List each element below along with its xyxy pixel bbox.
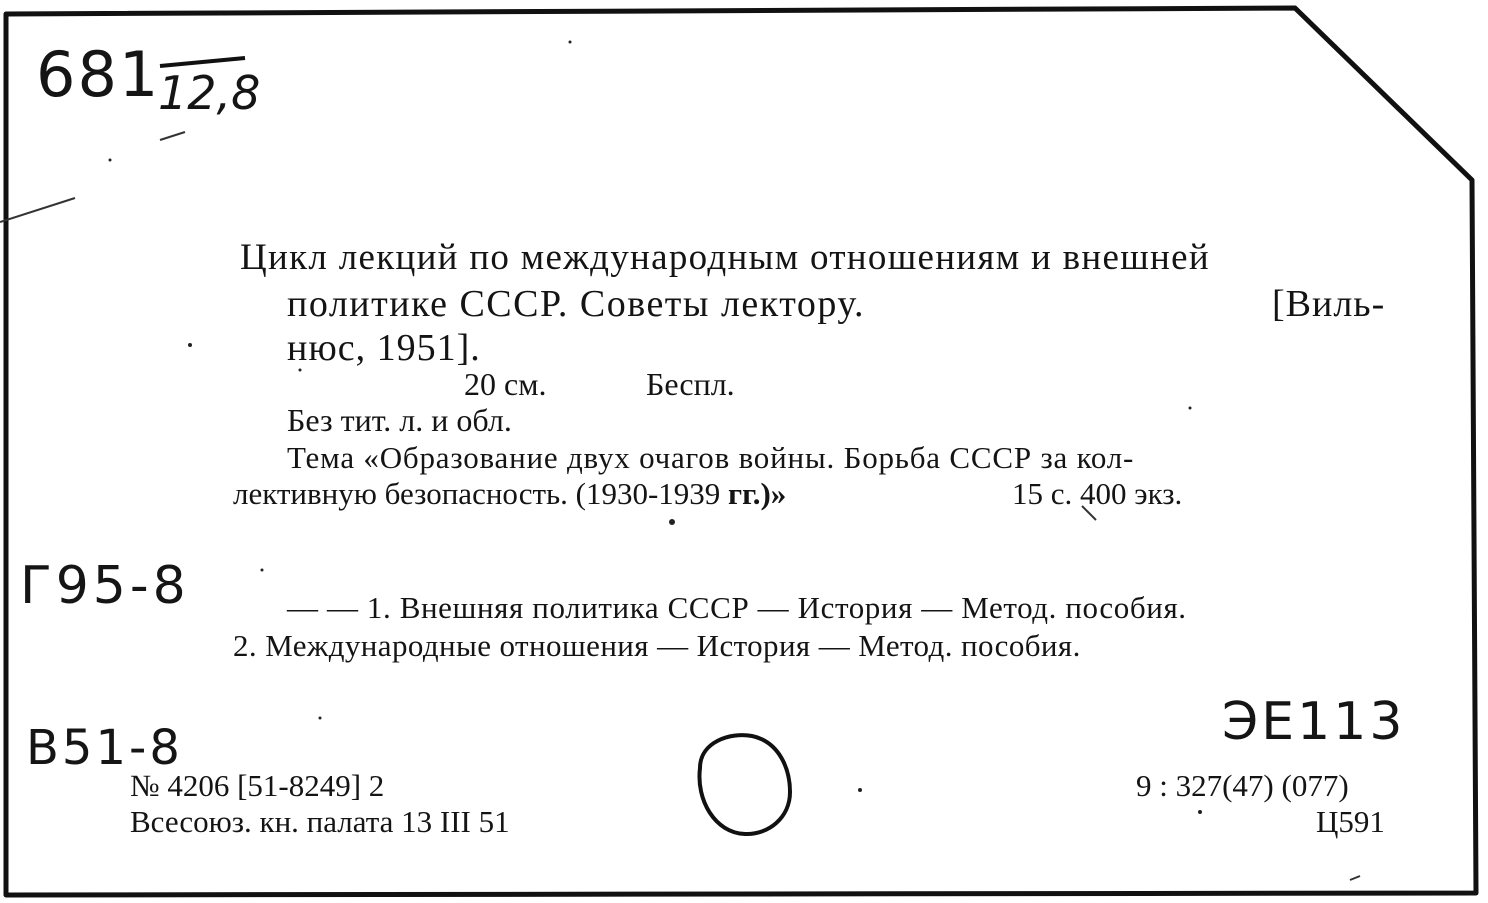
record-title-line-2a: политике СССР. Советы лектору.	[287, 283, 866, 325]
author-mark: Ц591	[1316, 804, 1385, 839]
record-subjects-line-2: 2. Международные отношения — История — Метод. пособия.	[233, 628, 1081, 663]
record-note-2-line-2a: лективную безопасность. (1930-1939	[233, 476, 729, 511]
udc-classification: 9 : 327(47) (077)	[1136, 768, 1349, 803]
record-pages-copies: 15 с. 400 экз.	[1012, 476, 1183, 511]
record-note-2-line-2	[233, 476, 786, 512]
record-title-line-1: Цикл лекций по международным отношениям и внешней	[240, 237, 1210, 278]
record-note-1: Без тит. л. и обл.	[287, 402, 512, 438]
handwritten-mark-middle: Г95-8	[20, 556, 190, 616]
handwritten-mark-bottom-left: В51-8	[26, 720, 183, 776]
record-size: 20 см.	[464, 366, 547, 402]
punch-hole	[699, 735, 790, 834]
shelfmark-subnumber: 12,8	[158, 66, 261, 120]
book-chamber-line: Всесоюз. кн. палата 13 III 51	[130, 804, 510, 839]
record-note-2-line-1: Тема «Образование двух очагов войны. Борьба СССР за кол-	[287, 440, 1135, 475]
record-note-2-bold: гг.)»	[728, 476, 787, 511]
shelfmark-number: 681	[36, 38, 161, 111]
record-subjects-line-1: — — 1. Внешняя политика СССР — История — Метод. пособия.	[287, 590, 1187, 625]
record-title-line-3: нюс, 1951].	[287, 327, 481, 369]
handwritten-mark-bottom-right: ЭЕ113	[1222, 692, 1406, 752]
record-number-line: № 4206 [51-8249] 2	[130, 768, 385, 803]
record-title-line-2b: [Виль-	[1272, 283, 1386, 325]
record-price: Беспл.	[646, 366, 735, 402]
